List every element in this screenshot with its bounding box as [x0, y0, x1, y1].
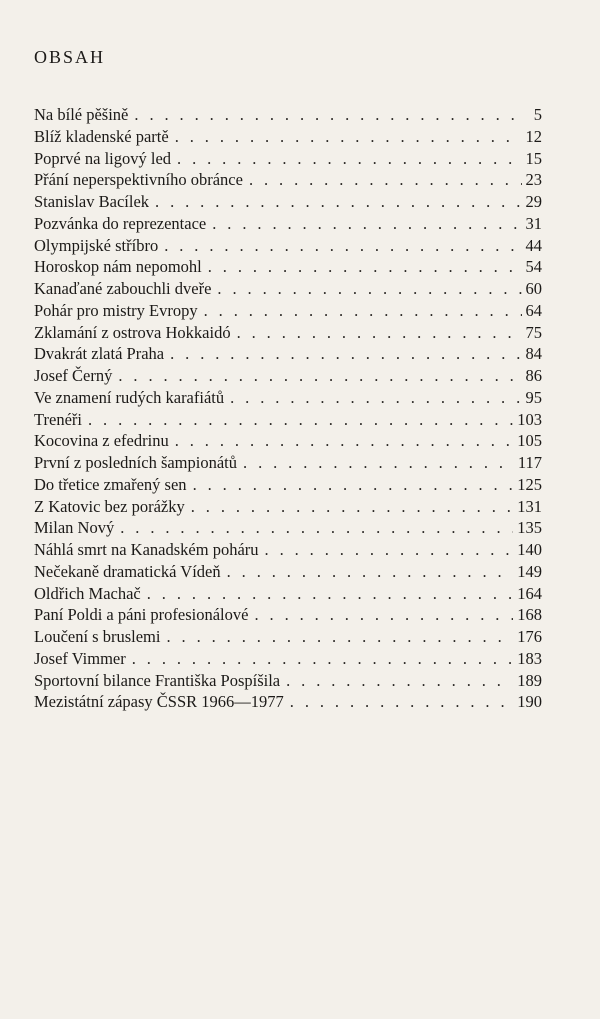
toc-entry: [34, 583, 542, 605]
toc-entry-title: Blíž kladenské partě: [34, 126, 169, 146]
dot-leader: [120, 517, 513, 539]
toc-entry-page-number: 31: [525, 213, 542, 233]
toc-entry-title: Josef Černý: [34, 366, 113, 385]
toc-entry-title: Náhlá smrt na Kanadském poháru: [34, 540, 259, 559]
bleed-through-text: [240, 66, 244, 82]
dot-leader: [249, 169, 522, 191]
toc-entry-page-number: 125: [517, 474, 542, 494]
toc-entry: [34, 496, 542, 518]
dot-leader: [230, 387, 521, 409]
toc-entry-title: Na bílé pěšině: [34, 105, 129, 124]
toc-entry-page-number: 86: [525, 366, 542, 385]
dot-leader: [164, 235, 521, 257]
toc-entry-title: Sportovní bilance Františka Pospíšila: [34, 670, 281, 690]
toc-entry-title: Trenéři: [34, 409, 82, 429]
dot-leader: [170, 343, 521, 365]
toc-entry-title: Mezistátní zápasy ČSSR 1966—1977: [34, 692, 284, 712]
toc-entry: [34, 235, 542, 257]
toc-entry-title: Zklamání z ostrova Hokkaidó: [34, 322, 231, 342]
dot-leader: [243, 452, 514, 474]
toc-entry-page-number: 12: [525, 126, 542, 146]
toc-entry: [34, 452, 542, 474]
toc-entry-title: Kocovina z efedrinu: [34, 431, 169, 451]
toc-entry: [34, 409, 542, 431]
toc-entry-title: Pozvánka do reprezentace: [34, 213, 207, 233]
toc-entry-title: Oldřich Machač: [34, 583, 141, 603]
toc-entry-page-number: 60: [525, 279, 542, 298]
toc-entry-page-number: 189: [517, 670, 542, 690]
toc-entry-page-number: 105: [517, 431, 542, 451]
dot-leader: [118, 365, 521, 387]
toc-entry-page-number: 44: [525, 235, 542, 255]
toc-entry-page-number: 103: [517, 409, 542, 429]
toc-entry-title: Olympijské stříbro: [34, 235, 159, 255]
dot-leader: [208, 256, 522, 278]
toc-entry-page-number: 117: [517, 453, 542, 472]
toc-entry-title: Horoskop nám nepomohl: [34, 257, 202, 277]
toc-entry-title: Stanislav Bacílek: [34, 192, 150, 211]
toc-entry-page-number: 23: [525, 170, 542, 190]
dot-leader: [191, 496, 514, 518]
dot-leader: [177, 148, 521, 170]
toc-entry-title: Nečekaně dramatická Vídeň: [34, 561, 221, 581]
dot-leader: [155, 191, 521, 213]
toc-entry-title: Pohár pro mistry Evropy: [34, 300, 198, 320]
toc-entry: [34, 213, 542, 235]
toc-entry-page-number: 29: [525, 192, 542, 211]
dot-leader: [290, 691, 513, 713]
toc-entry: [34, 561, 542, 583]
dot-leader: [147, 583, 514, 605]
dot-leader: [166, 626, 513, 648]
toc-entry-title: Loučení s bruslemi: [34, 627, 161, 646]
toc-entry-page-number: 64: [525, 300, 542, 320]
toc-entry-title: Přání neperspektivního obránce: [34, 170, 243, 190]
dot-leader: [132, 648, 514, 670]
page-title: OBSAH: [34, 47, 106, 67]
toc-entry: [34, 604, 542, 626]
dot-leader: [217, 278, 521, 300]
toc-entry: [34, 539, 542, 561]
toc-entry: [34, 256, 542, 278]
toc-entry: [34, 365, 542, 387]
dot-leader: [212, 213, 521, 235]
toc-entry: [34, 148, 542, 170]
toc-entry-title: Josef Vimmer: [34, 648, 126, 668]
toc-entry-page-number: 5: [533, 105, 542, 124]
toc-entry: [34, 191, 542, 213]
toc-entry: [34, 474, 542, 496]
dot-leader: [286, 670, 513, 692]
toc-entry-page-number: 135: [517, 518, 542, 538]
toc-entry: [34, 430, 542, 452]
toc-entry-title: Ve znamení rudých karafiátů: [34, 387, 225, 407]
dot-leader: [254, 604, 513, 626]
toc-entry-title: Do třetice zmařený sen: [34, 474, 187, 494]
toc-entry: [34, 126, 542, 148]
toc-entry-page-number: 54: [525, 257, 542, 277]
dot-leader: [204, 300, 522, 322]
toc-entry: [34, 648, 542, 670]
dot-leader: [175, 126, 522, 148]
toc-entry: [34, 517, 542, 539]
toc-entry-page-number: 176: [517, 627, 542, 646]
dot-leader: [88, 409, 513, 431]
toc-entry-title: Milan Nový: [34, 518, 115, 538]
toc-entry: [34, 691, 542, 713]
toc-entry-title: Poprvé na ligový led: [34, 148, 172, 168]
toc-entry-page-number: 164: [517, 583, 542, 603]
toc-entry-page-number: 168: [517, 605, 542, 625]
toc-entry-page-number: 140: [517, 540, 542, 559]
toc-entry: [34, 387, 542, 409]
toc-entry-page-number: 15: [525, 148, 542, 168]
toc-entry-title: Dvakrát zlatá Praha: [34, 344, 165, 364]
table-of-contents: [34, 104, 542, 713]
toc-entry: [34, 343, 542, 365]
dot-leader: [193, 474, 514, 496]
toc-entry-page-number: 149: [517, 561, 542, 581]
toc-entry: [34, 278, 542, 300]
toc-entry-page-number: 190: [517, 692, 542, 712]
dot-leader: [265, 539, 514, 561]
toc-entry-title: Z Katovic bez porážky: [34, 496, 185, 516]
dot-leader: [134, 104, 522, 126]
dot-leader: [237, 322, 522, 344]
toc-entry-page-number: 84: [525, 344, 542, 364]
toc-entry-title: Paní Poldi a páni profesionálové: [34, 605, 249, 625]
toc-entry-page-number: 95: [525, 387, 542, 407]
dot-leader: [227, 561, 514, 583]
toc-entry: [34, 670, 542, 692]
dot-leader: [175, 430, 514, 452]
toc-entry-page-number: 75: [525, 322, 542, 342]
toc-entry: [34, 169, 542, 191]
toc-entry: [34, 626, 542, 648]
toc-entry: [34, 300, 542, 322]
toc-entry-title: První z posledních šampionátů: [34, 453, 238, 472]
toc-entry-title: Kanaďané zabouchli dveře: [34, 279, 212, 298]
toc-entry: [34, 104, 542, 126]
toc-entry: [34, 322, 542, 344]
toc-entry-page-number: 183: [517, 648, 542, 668]
toc-entry-page-number: 131: [517, 496, 542, 516]
